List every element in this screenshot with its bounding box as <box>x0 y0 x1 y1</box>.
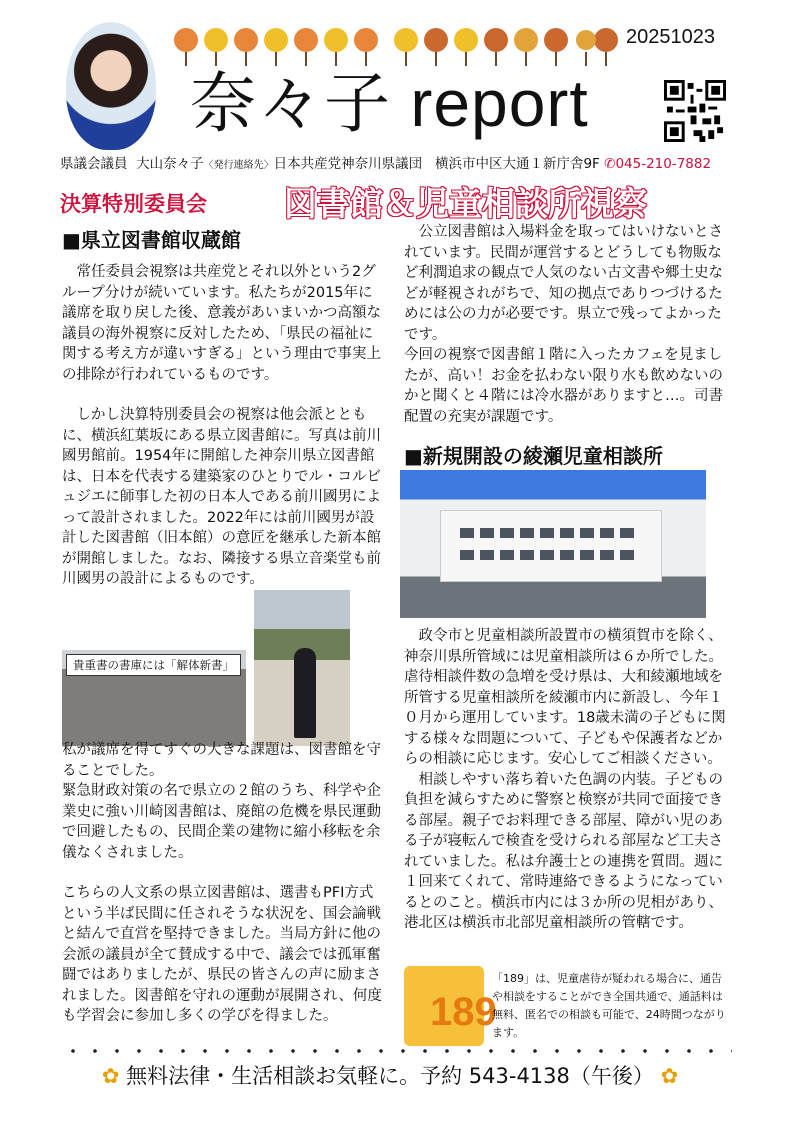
hotline-description: 「189」は、児童虐待が疑われる場合に、通告や相談をすることができ全国共通で、通話料は無料、匿名での相談も可能で、24時間つながります。 <box>492 972 726 1039</box>
footer-notice <box>80 1060 700 1090</box>
paragraph: 私が議席を得てすぐの大きな課題は、図書館を守ることでした。 <box>62 742 381 779</box>
paragraph: こちらの人文系の県立図書館は、選書もPFI方式という半ば民間に任されそうな状況を、国会論戦と結んで直営を堅持できました。当局方針に他の会派の議員が全て賛成する中で、議会では孤軍奮闘ではありましたが、県民の皆さんの声に励まされました。図書館を守れの運動が展開され、何度も学習会に参加し多くの学びを得ました。 <box>62 885 382 1024</box>
photo-caption: 貴重書の書庫には「解体新書」 <box>66 654 241 676</box>
center-body <box>404 626 726 934</box>
person-figure <box>294 648 316 738</box>
library-body-top <box>62 262 382 590</box>
paragraph: 今回の視察で図書館１階に入ったカフェを見ましたが、高い！お金を払わない限り水も飲めないのかと聞くと４階には冷水器がありますと…。司書配置の充実が課題です。 <box>404 347 723 425</box>
hotline-number: 189 <box>430 990 497 1034</box>
contact-line <box>60 152 711 172</box>
library-body-bottom <box>62 740 387 1027</box>
autumn-trees-decoration <box>168 24 628 68</box>
paragraph: しかし決算特別委員会の視察は他会派とともに、横浜紅葉坂にある県立図書館に。写真は前川國男館前。1954年に開館した神奈川県立図書館は、日本を代表する建築家のひとりでル・コルビュジエに師事した初の日本人である前川國男によって設計されました。2022年には前川國男が設計した図書館（旧本館）の意匠を継承した新本館が開館しました。なお、隣接する県立音楽堂も前川國男の設計によるものです。 <box>62 407 381 587</box>
issue-date: 20251023 <box>626 26 715 48</box>
main-headline: 図書館＆児童相談所視察 <box>284 184 647 223</box>
committee-label: 決算特別委員会 <box>60 192 207 216</box>
paragraph: 相談しやすい落ち着いた色調の内装。子どもの負担を減らすために警察と検察が共同で面接できる部屋。親子でお料理できる部屋、障がい児のある子が寝転んで検査を受けられる部屋など工夫されていました。私は弁護士との連携を質問。週に１回来てくれて、常時連絡できるようになっているとのこと。横浜市内には３か所の児相があり、港北区は横浜市北部児童相談所の管轄です。 <box>404 771 723 931</box>
address: 横浜市中区大通１新庁舎9F <box>434 156 600 172</box>
phone-icon: ✆ <box>604 156 616 172</box>
sunflower-icon: ✿ <box>101 1064 120 1088</box>
role: 県議会議員 <box>60 156 128 172</box>
paragraph: 緊急財政対策の名で県立の２館のうち、科学や企業史に強い川崎図書館は、廃館の危機を県民運動で回避したもの、民間企業の建物に縮小移転を余儀なくされました。 <box>62 783 381 861</box>
qr-code-icon[interactable] <box>664 80 726 142</box>
paragraph: 公立図書館は入場料金を取ってはいけないとされています。民間が運営するとどうしても物販など利潤追求の観点で人気のない古文書や郷土史などが軽視されがちで、知の拠点でありつづけるためには公の力が必要です。県立で残ってよかったです。 <box>404 224 723 343</box>
consultation-center-photo <box>400 470 706 618</box>
author-name: 大山奈々子 <box>136 156 204 172</box>
sunflower-icon: ✿ <box>660 1064 679 1088</box>
paragraph: 常任委員会視察は共産党とそれ以外という2グループ分けが続いています。私たちが2015年に議席を取り戻した後、意義があいまいかつ高額な議員の海外視察に反対したため、「県民の福祉に関する考え方が違いすぎる」という理由で事実上の排除が行われているものです。 <box>62 264 381 383</box>
phone-number[interactable]: 045-210-7882 <box>615 156 712 172</box>
dotted-divider <box>62 1047 732 1055</box>
library-body-right <box>404 222 724 427</box>
center-section-title: ■新規開設の綾瀬児童相談所 <box>404 444 663 468</box>
library-section-title: ■県立図書館収蔵館 <box>62 228 241 252</box>
author-photo <box>66 22 156 150</box>
library-entrance-photo <box>254 590 350 746</box>
newsletter-title: 奈々子 report <box>190 66 589 140</box>
party: 日本共産党神奈川県議団 <box>273 156 423 172</box>
paragraph: 政令市と児童相談所設置市の横須賀市を除く、神奈川県所管域には児童相談所は６か所でした。虐待相談件数の急増を受け県は、大和綾瀬地域を所管する児童相談所を綾瀬市内に新設し、今年１０月から運用しています。18歳未満の子どもに関する様々な問題について、子どもや保護者などからの相談に応じます。安心してご相談ください。 <box>404 628 726 767</box>
building <box>440 510 662 582</box>
footer-text: 無料法律・生活相談お気軽に。予約 543-4138（午後） <box>126 1064 654 1088</box>
publisher-label: 〈発行連絡先〉 <box>203 160 274 171</box>
